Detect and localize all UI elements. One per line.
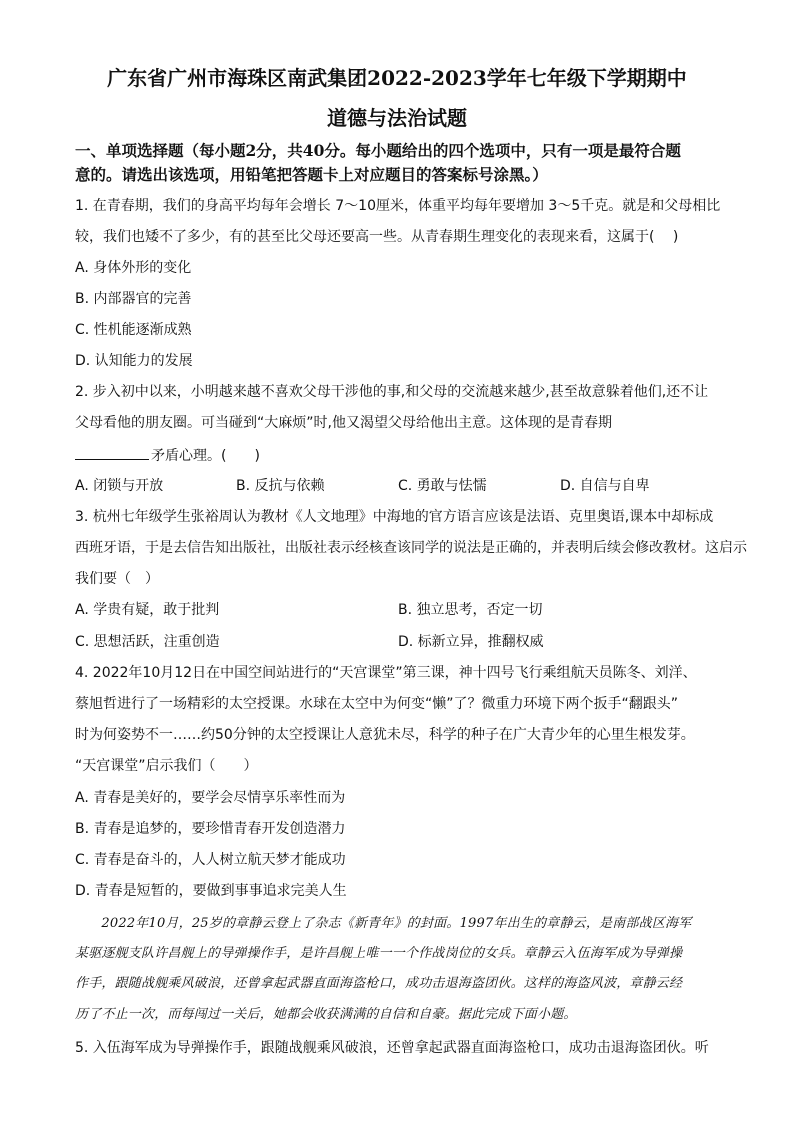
question-2-line3-text: 矛盾心理。( )	[151, 448, 260, 464]
question-4-option-c: C. 青春是奋斗的，人人树立航天梦才能成功	[75, 852, 346, 868]
question-2-line3	[75, 445, 720, 466]
passage-line3: 作手，跟随战舰乘风破浪，还曾拿起武器直面海盗枪口，成功击退海盗团伙。这样的海盗风波，章静云经	[75, 976, 683, 991]
section-heading-line2: 意的。请选出该选项，用铅笔把答题卡上对应题目的答案标号涂黑。）	[75, 165, 548, 184]
question-1-line2: 较，我们也矮不了多少，有的甚至比父母还要高一些。从青春期生理变化的表现来看，这属于( )	[75, 229, 679, 245]
question-3-option-d: D. 标新立异，推翻权威	[398, 634, 544, 650]
question-3-option-b: B. 独立思考，否定一切	[398, 602, 543, 618]
question-1-option-d: D. 认知能力的发展	[75, 353, 193, 369]
question-3-option-c: C. 思想活跃，注重创造	[75, 634, 220, 650]
section-heading-line1: 一、单项选择题（每小题2分，共40分。每小题给出的四个选项中，只有一项是最符合题	[75, 141, 681, 160]
question-4-line4: “天宫课堂”启示我们（ ）	[75, 758, 258, 774]
question-4-line2: 蔡旭哲进行了一场精彩的太空授课。水球在太空中为何变“懒”了？微重力环境下两个扳手“翻跟头”	[75, 696, 679, 712]
question-3-option-a: A. 学贵有疑，敢于批判	[75, 602, 220, 618]
question-1-line1: 1. 在青春期，我们的身高平均每年会增长 7～10厘米，体重平均每年要增加 3～5千克。就是和父母相比	[75, 198, 721, 214]
question-3-line1: 3. 杭州七年级学生张裕周认为教材《人文地理》中海地的官方语言应该是法语、克里奥语,课本中却标成	[75, 509, 714, 525]
exam-title-line2: 道德与法治试题	[327, 106, 467, 130]
question-4-line1: 4. 2022年10月12日在中国空间站进行的“天宫课堂”第三课，神十四号飞行乘组航天员陈冬、刘洋、	[75, 665, 697, 681]
question-1-option-c: C. 性机能逐渐成熟	[75, 322, 192, 338]
question-1-option-b: B. 内部器官的完善	[75, 291, 192, 307]
question-2-option-d: D. 自信与自卑	[560, 478, 650, 494]
passage-line1: 2022年10月，25岁的章静云登上了杂志《新青年》的封面。1997年出生的章静云，是南部战区海军	[75, 916, 692, 931]
question-2-line1: 2. 步入初中以来，小明越来越不喜欢父母干涉他的事,和父母的交流越来越少,甚至故意躲着他们,还不让	[75, 384, 709, 400]
question-4-option-d: D. 青春是短暂的，要做到事事追求完美人生	[75, 883, 347, 899]
question-1-option-a: A. 身体外形的变化	[75, 260, 192, 276]
passage-line2: 某驱逐舰支队许昌舰上的导弹操作手，是许昌舰上唯一一个作战岗位的女兵。章静云入伍海军成为导弹操	[75, 946, 683, 961]
question-2-option-c: C. 勇敢与怯懦	[398, 478, 487, 494]
question-2-option-b: B. 反抗与依赖	[236, 478, 325, 494]
question-3-line3: 我们要（ ）	[75, 571, 159, 587]
question-4-option-a: A. 青春是美好的，要学会尽情享乐率性而为	[75, 790, 346, 806]
question-4-option-b: B. 青春是追梦的，要珍惜青春开发创造潜力	[75, 821, 346, 837]
exam-title-line1: 广东省广州市海珠区南武集团2022-2023学年七年级下学期期中	[107, 66, 687, 90]
passage-line4: 历了不止一次，而每闯过一关后，她都会收获满满的自信和自豪。据此完成下面小题。	[75, 1007, 577, 1022]
answer-blank	[75, 445, 149, 460]
question-4-line3: 时为何姿势不一……约50分钟的太空授课让人意犹未尽，科学的种子在广大青少年的心里生根发芽。	[75, 727, 695, 743]
question-5-line1: 5. 入伍海军成为导弹操作手，跟随战舰乘风破浪，还曾拿起武器直面海盗枪口，成功击退海盗团伙。听	[75, 1040, 709, 1056]
question-3-line2: 西班牙语，于是去信告知出版社，出版社表示经核查该同学的说法是正确的，并表明后续会修改教材。这启示	[75, 540, 747, 556]
question-2-line2: 父母看他的朋友圈。可当碰到“大麻烦”时,他又渴望父母给他出主意。这体现的是青春期	[75, 415, 612, 431]
question-2-option-a: A. 闭锁与开放	[75, 478, 164, 494]
